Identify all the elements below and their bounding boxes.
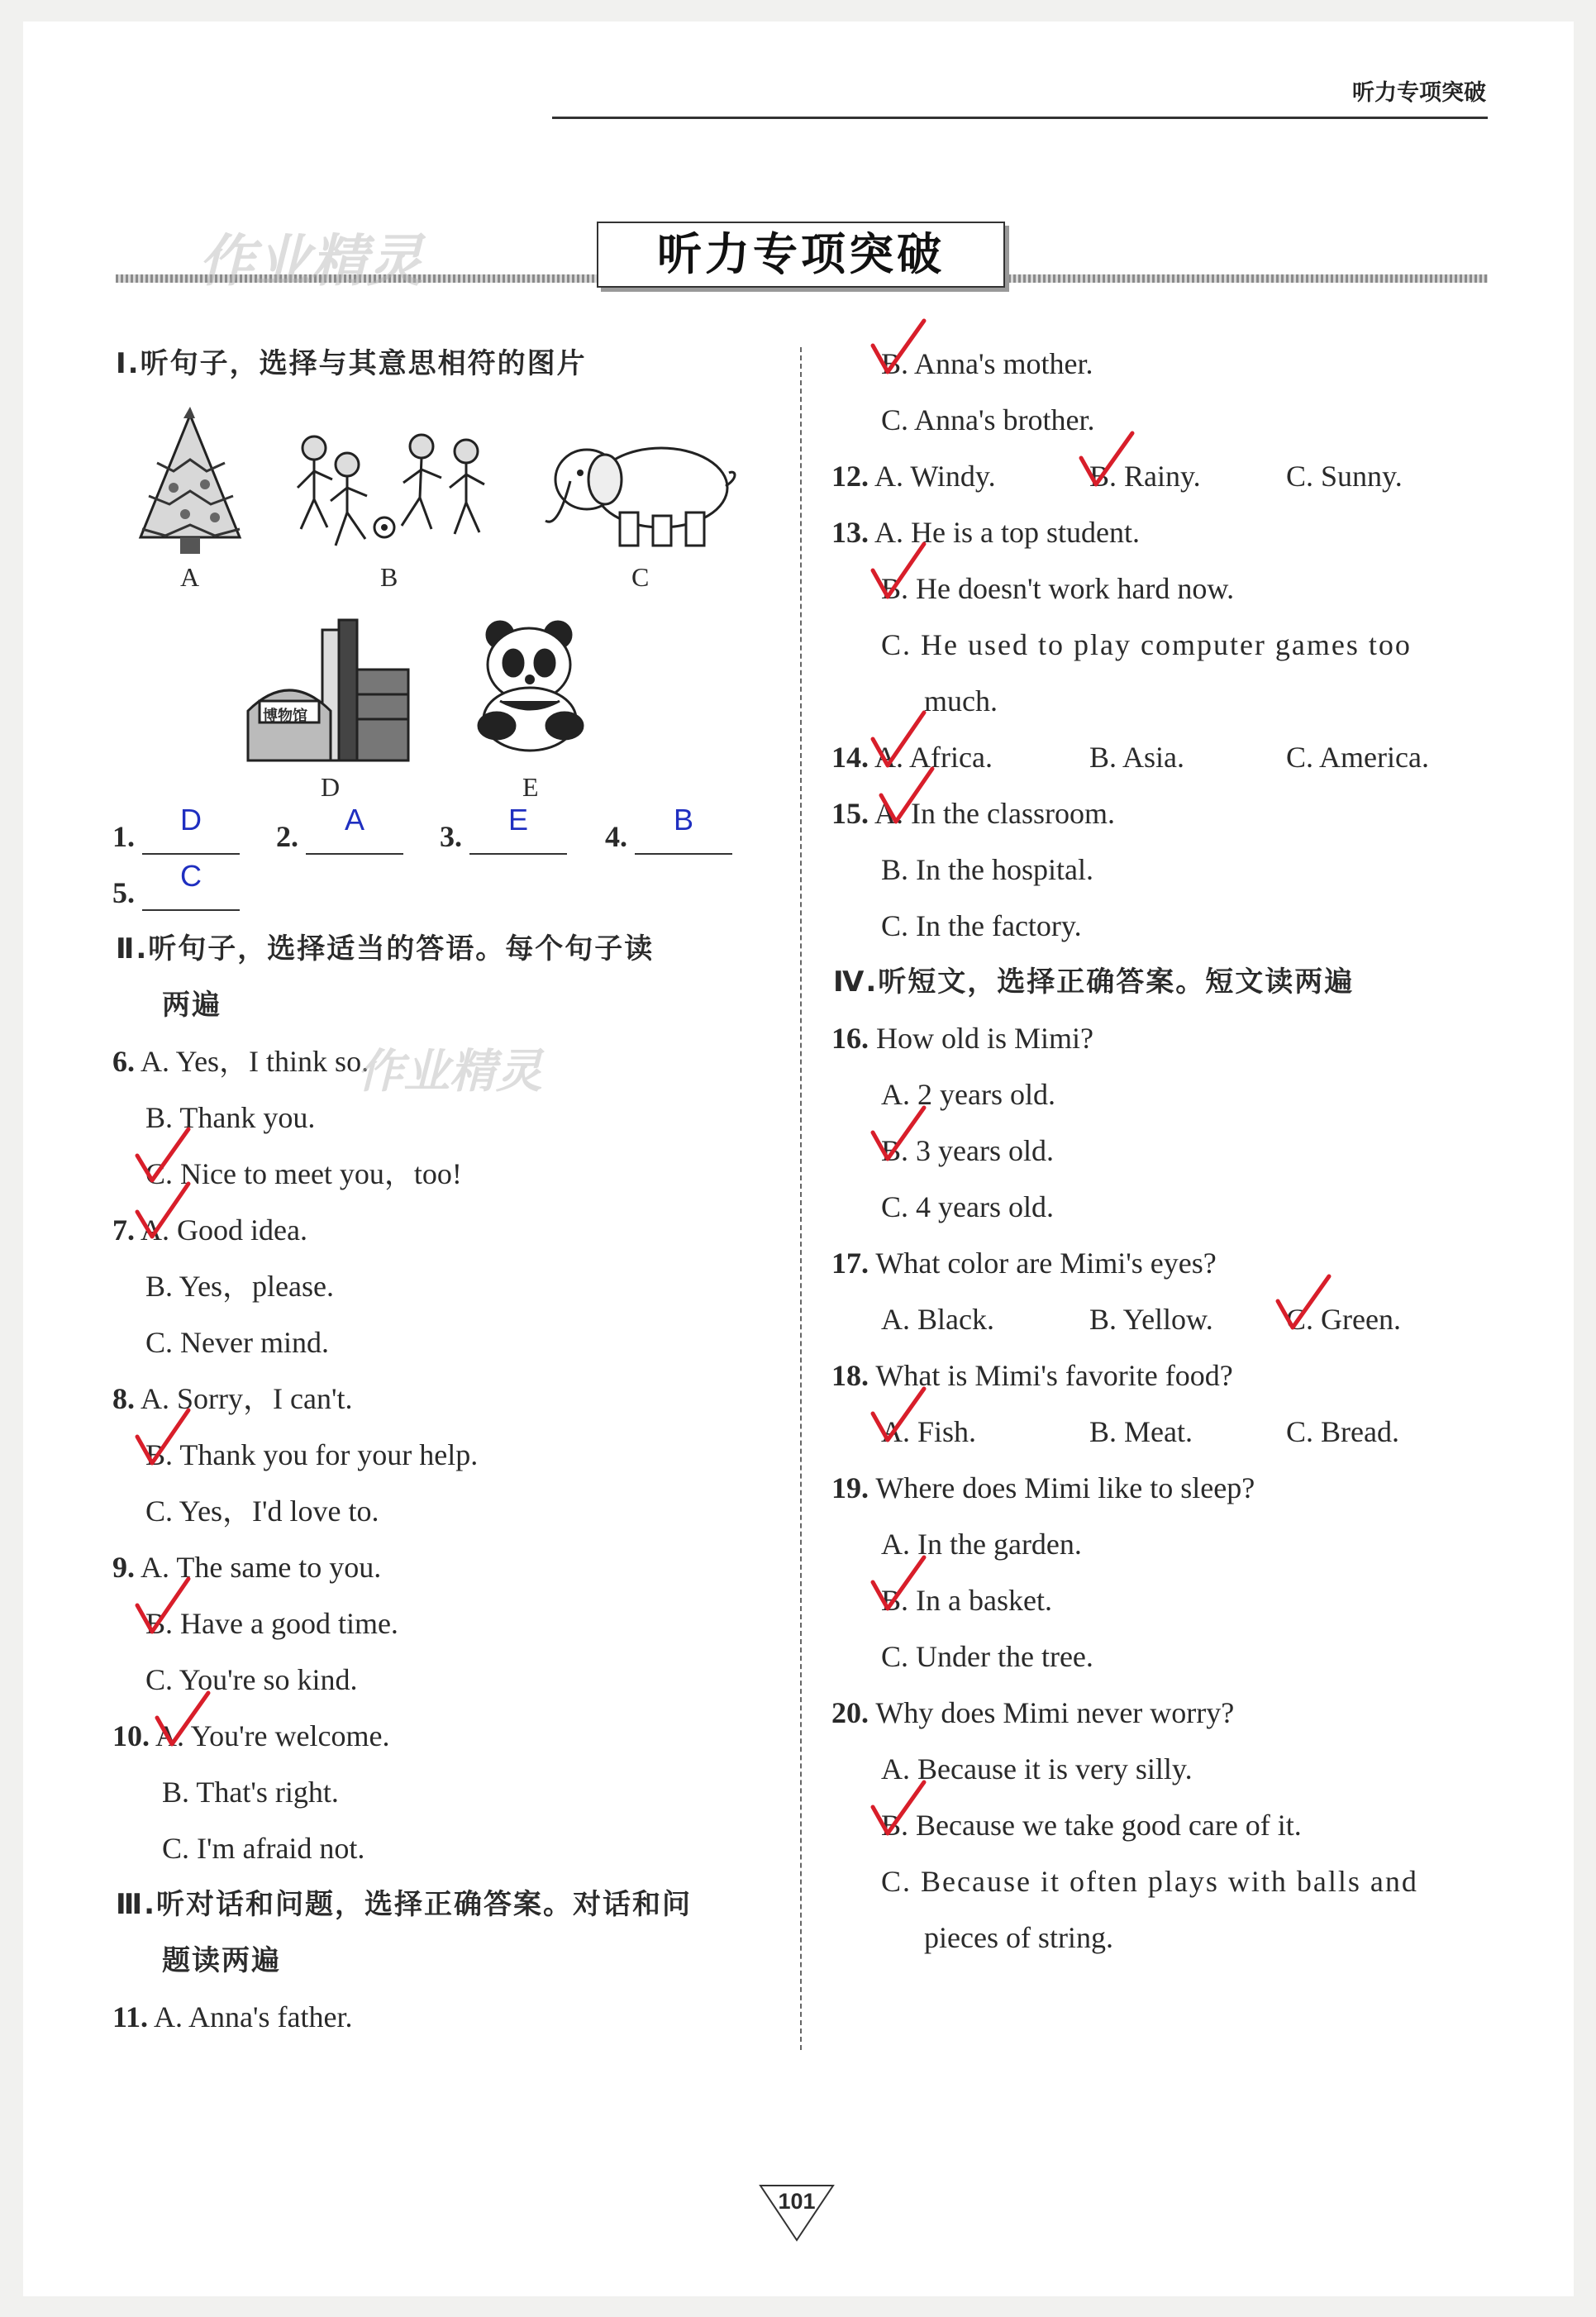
q13-option-a: 13. A. He is a top student. <box>831 516 1140 549</box>
picture-museum <box>240 612 422 769</box>
q17-option-a: A. Black. <box>881 1303 994 1336</box>
q14-option-a: 14. A. Africa. <box>831 741 993 774</box>
q16-option-c: C. 4 years old. <box>881 1190 1054 1223</box>
q9-option-c: C. You're so kind. <box>145 1663 358 1696</box>
q11-option-b: B. Anna's mother. <box>881 347 1093 380</box>
q12-option-b: B. Rainy. <box>1089 460 1201 493</box>
answer-value: E <box>507 803 528 837</box>
q18-option-c: C. Bread. <box>1286 1415 1399 1448</box>
section3-heading: Ⅲ.听对话和问题，选择正确答案。对话和问 <box>116 1888 693 1921</box>
q11-option-c: C. Anna's brother. <box>881 403 1095 436</box>
q12-options: 12. A. Windy. <box>831 460 996 493</box>
q13-option-c: C. He used to play computer games too <box>881 628 1412 661</box>
picture-christmas-tree <box>124 405 256 562</box>
q13-option-b: B. He doesn't work hard now. <box>881 572 1235 605</box>
q7-option-c: C. Never mind. <box>145 1326 329 1359</box>
page-number: 101 <box>778 2189 816 2214</box>
q14-option-c: C. America. <box>1286 741 1429 774</box>
picture-label-a: A <box>180 562 200 592</box>
q20-question: 20. Why does Mimi never worry? <box>831 1696 1235 1729</box>
picture-label-d: D <box>321 772 341 802</box>
q19-option-b: B. In a basket. <box>881 1584 1052 1617</box>
section2-heading-cont: 两遍 <box>162 989 222 1022</box>
q10-option-a: 10. A. You're welcome. <box>112 1719 390 1752</box>
picture-football-kids <box>289 430 496 554</box>
q9-option-a: 9. A. The same to you. <box>112 1551 382 1584</box>
q11-option-a: 11. A. Anna's father. <box>112 2000 353 2033</box>
section2-heading: Ⅱ.听句子，选择适当的答语。每个句子读 <box>116 932 655 965</box>
q19-option-a: A. In the garden. <box>881 1528 1082 1561</box>
answer-4: 4. B <box>605 818 732 855</box>
q15-option-c: C. In the factory. <box>881 909 1082 942</box>
picture-panda <box>467 618 599 759</box>
watermark-logo: 作业精灵 <box>357 1045 542 1099</box>
q6-option-c: C. Nice to meet you，too! <box>145 1157 462 1190</box>
q17-option-c: C. Green. <box>1286 1303 1401 1336</box>
watermark-logo: 作业精灵 <box>198 229 424 294</box>
q6-option-b: B. Thank you. <box>145 1101 316 1134</box>
q15-option-a: 15. A. In the classroom. <box>831 797 1115 830</box>
answer-value: A <box>344 803 364 837</box>
q9-option-b: B. Have a good time. <box>145 1607 398 1640</box>
answer-5: 5. C <box>112 875 240 911</box>
picture-label-c: C <box>631 562 650 592</box>
q18-option-b: B. Meat. <box>1089 1415 1193 1448</box>
q13-option-c-cont: much. <box>924 684 998 718</box>
q19-question: 19. Where does Mimi like to sleep? <box>831 1471 1255 1504</box>
q8-option-a: 8. A. Sorry，I can't. <box>112 1382 353 1415</box>
q19-option-c: C. Under the tree. <box>881 1640 1093 1673</box>
q20-option-a: A. Because it is very silly. <box>881 1752 1193 1785</box>
q20-option-c-cont: pieces of string. <box>924 1921 1113 1954</box>
q16-option-b: B. 3 years old. <box>881 1134 1054 1167</box>
picture-label-e: E <box>522 772 539 802</box>
page-title: 听力专项突破 <box>597 222 1005 288</box>
answer-value: B <box>673 803 693 837</box>
q17-question: 17. What color are Mimi's eyes? <box>831 1247 1217 1280</box>
q18-option-a: A. Fish. <box>881 1415 977 1448</box>
section3-heading-cont: 题读两遍 <box>162 1944 281 1977</box>
q15-option-b: B. In the hospital. <box>881 853 1093 886</box>
column-divider <box>800 347 802 2050</box>
q16-question: 16. How old is Mimi? <box>831 1022 1094 1055</box>
q7-option-b: B. Yes，please. <box>145 1270 335 1303</box>
q20-option-c: C. Because it often plays with balls and <box>881 1865 1418 1898</box>
museum-sign: 博物馆 <box>263 708 307 725</box>
q7-option-a: 7. A. Good idea. <box>112 1213 307 1247</box>
q10-option-c: C. I'm afraid not. <box>162 1832 365 1865</box>
answer-value: C <box>180 859 202 893</box>
q17-option-b: B. Yellow. <box>1089 1303 1213 1336</box>
section4-heading: Ⅳ.听短文，选择正确答案。短文读两遍 <box>833 965 1355 999</box>
q10-option-b: B. That's right. <box>162 1776 339 1809</box>
q14-option-b: B. Asia. <box>1089 741 1185 774</box>
picture-elephant <box>537 430 744 554</box>
q16-option-a: A. 2 years old. <box>881 1078 1055 1111</box>
running-header: 听力专项突破 <box>1352 80 1486 106</box>
answer-value: D <box>180 803 202 837</box>
picture-label-b: B <box>380 562 398 592</box>
header-rule <box>552 117 1488 119</box>
answer-2: 2. A <box>276 818 403 855</box>
section1-heading: Ⅰ.听句子，选择与其意思相符的图片 <box>116 347 587 380</box>
answer-3: 3. E <box>440 818 567 855</box>
q12-option-c: C. Sunny. <box>1286 460 1403 493</box>
q20-option-b: B. Because we take good care of it. <box>881 1809 1302 1842</box>
q18-question: 18. What is Mimi's favorite food? <box>831 1359 1233 1392</box>
q8-option-c: C. Yes，I'd love to. <box>145 1495 379 1528</box>
answer-1: 1. D <box>112 818 240 855</box>
q6-option-a: 6. A. Yes，I think so. <box>112 1045 369 1078</box>
q8-option-b: B. Thank you for your help. <box>145 1438 479 1471</box>
